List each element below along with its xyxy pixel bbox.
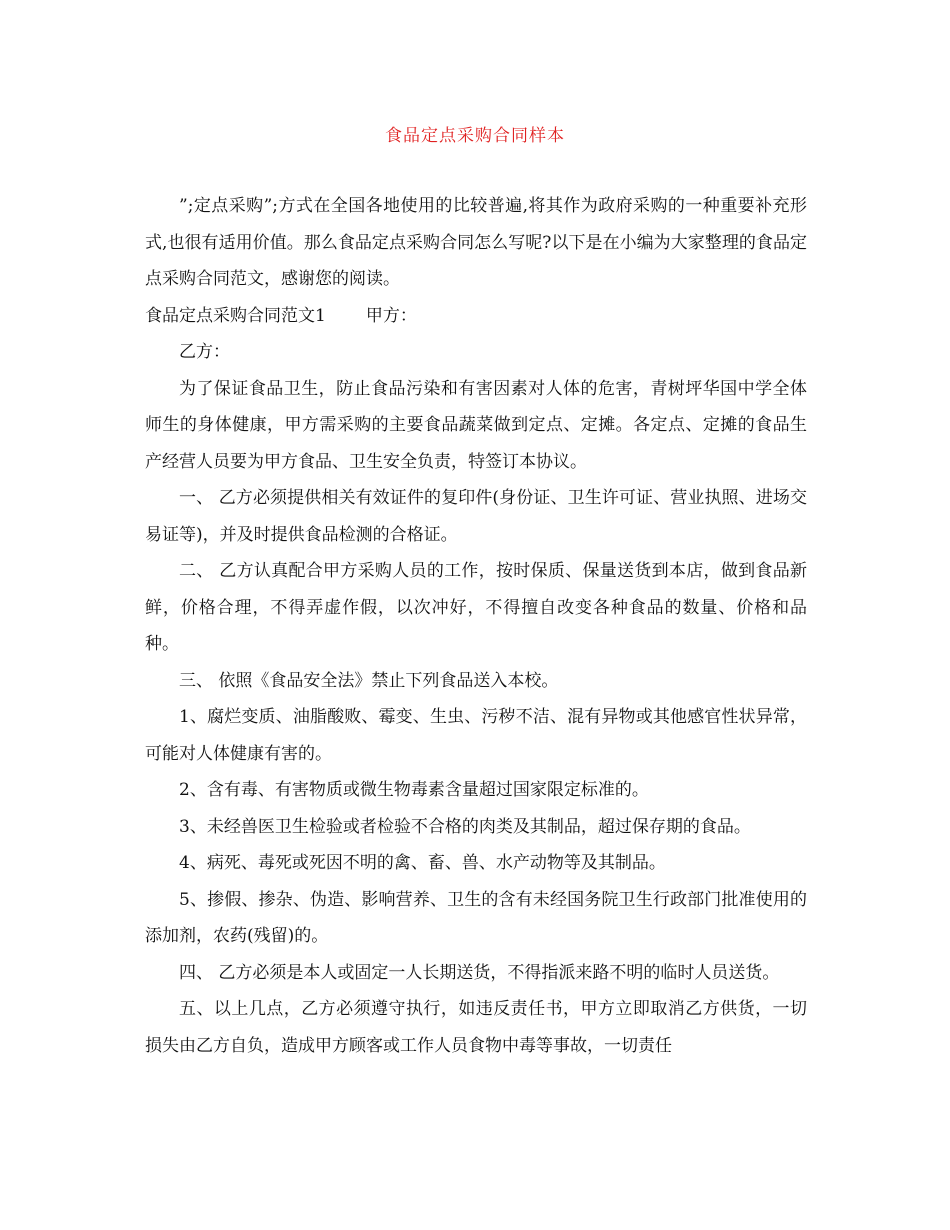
paragraph-item-3: 3、未经兽医卫生检验或者检验不合格的肉类及其制品，超过保存期的食品。	[179, 816, 751, 837]
party-a-label: 甲方：	[365, 305, 417, 326]
sample-heading-line	[145, 298, 807, 335]
paragraph-item-1: 1、腐烂变质、油脂酸败、霉变、生虫、污秽不洁、混有异物或其他感官性状异常，可能对人体健康有害的。	[145, 707, 807, 764]
paragraph-item-2: 2、含有毒、有害物质或微生物毒素含量超过国家限定标准的。	[179, 780, 649, 800]
paragraph-item-4: 4、病死、毒死或死因不明的禽、畜、兽、水产动物等及其制品。	[179, 853, 666, 873]
paragraph-clause-4: 四、 乙方必须是本人或固定一人长期送货，不得指派来路不明的临时人员送货。	[179, 962, 780, 983]
document-body	[145, 188, 807, 1064]
paragraph-clause-5: 五、以上几点，乙方必须遵守执行，如违反责任书，甲方立即取消乙方供货，一切损失由乙方自负，造成甲方顾客或工作人员食物中毒等事故，一切责任	[145, 999, 807, 1056]
paragraph-purpose: 为了保证食品卫生，防止食品污染和有害因素对人体的危害，青树坪华国中学全体师生的身体健康，甲方需采购的主要食品蔬菜做到定点、定摊。各定点、定摊的食品生产经营人员要为甲方食品、卫生安全负责，特签订本协议。	[145, 378, 807, 472]
intro-paragraph: ”;定点采购”;方式在全国各地使用的比较普遍,将其作为政府采购的一种重要补充形式,也很有适用价值。那么食品定点采购合同怎么写呢?以下是在小编为大家整理的食品定点采购合同范文，感谢您的阅读。	[145, 196, 807, 289]
sample-heading: 食品定点采购合同范文1	[145, 305, 326, 326]
paragraph-clause-2: 二、 乙方认真配合甲方采购人员的工作，按时保质、保量送货到本店，做到食品新鲜，价格合理，不得弄虚作假，以次冲好，不得擅自改变各种食品的数量、价格和品种。	[145, 561, 807, 654]
document-title: 食品定点采购合同样本	[385, 126, 565, 146]
paragraph-item-5: 5、掺假、掺杂、伪造、影响营养、卫生的含有未经国务院卫生行政部门批准使用的添加剂，农药(残留)的。	[145, 889, 807, 946]
paragraph-clause-3: 三、 依照《食品安全法》禁止下列食品送入本校。	[179, 670, 559, 691]
paragraph-clause-1: 一、 乙方必须提供相关有效证件的复印件(身份证、卫生许可证、营业执照、进场交易证等)，并及时提供食品检测的合格证。	[145, 488, 807, 545]
party-b-label: 乙方：	[179, 342, 230, 362]
